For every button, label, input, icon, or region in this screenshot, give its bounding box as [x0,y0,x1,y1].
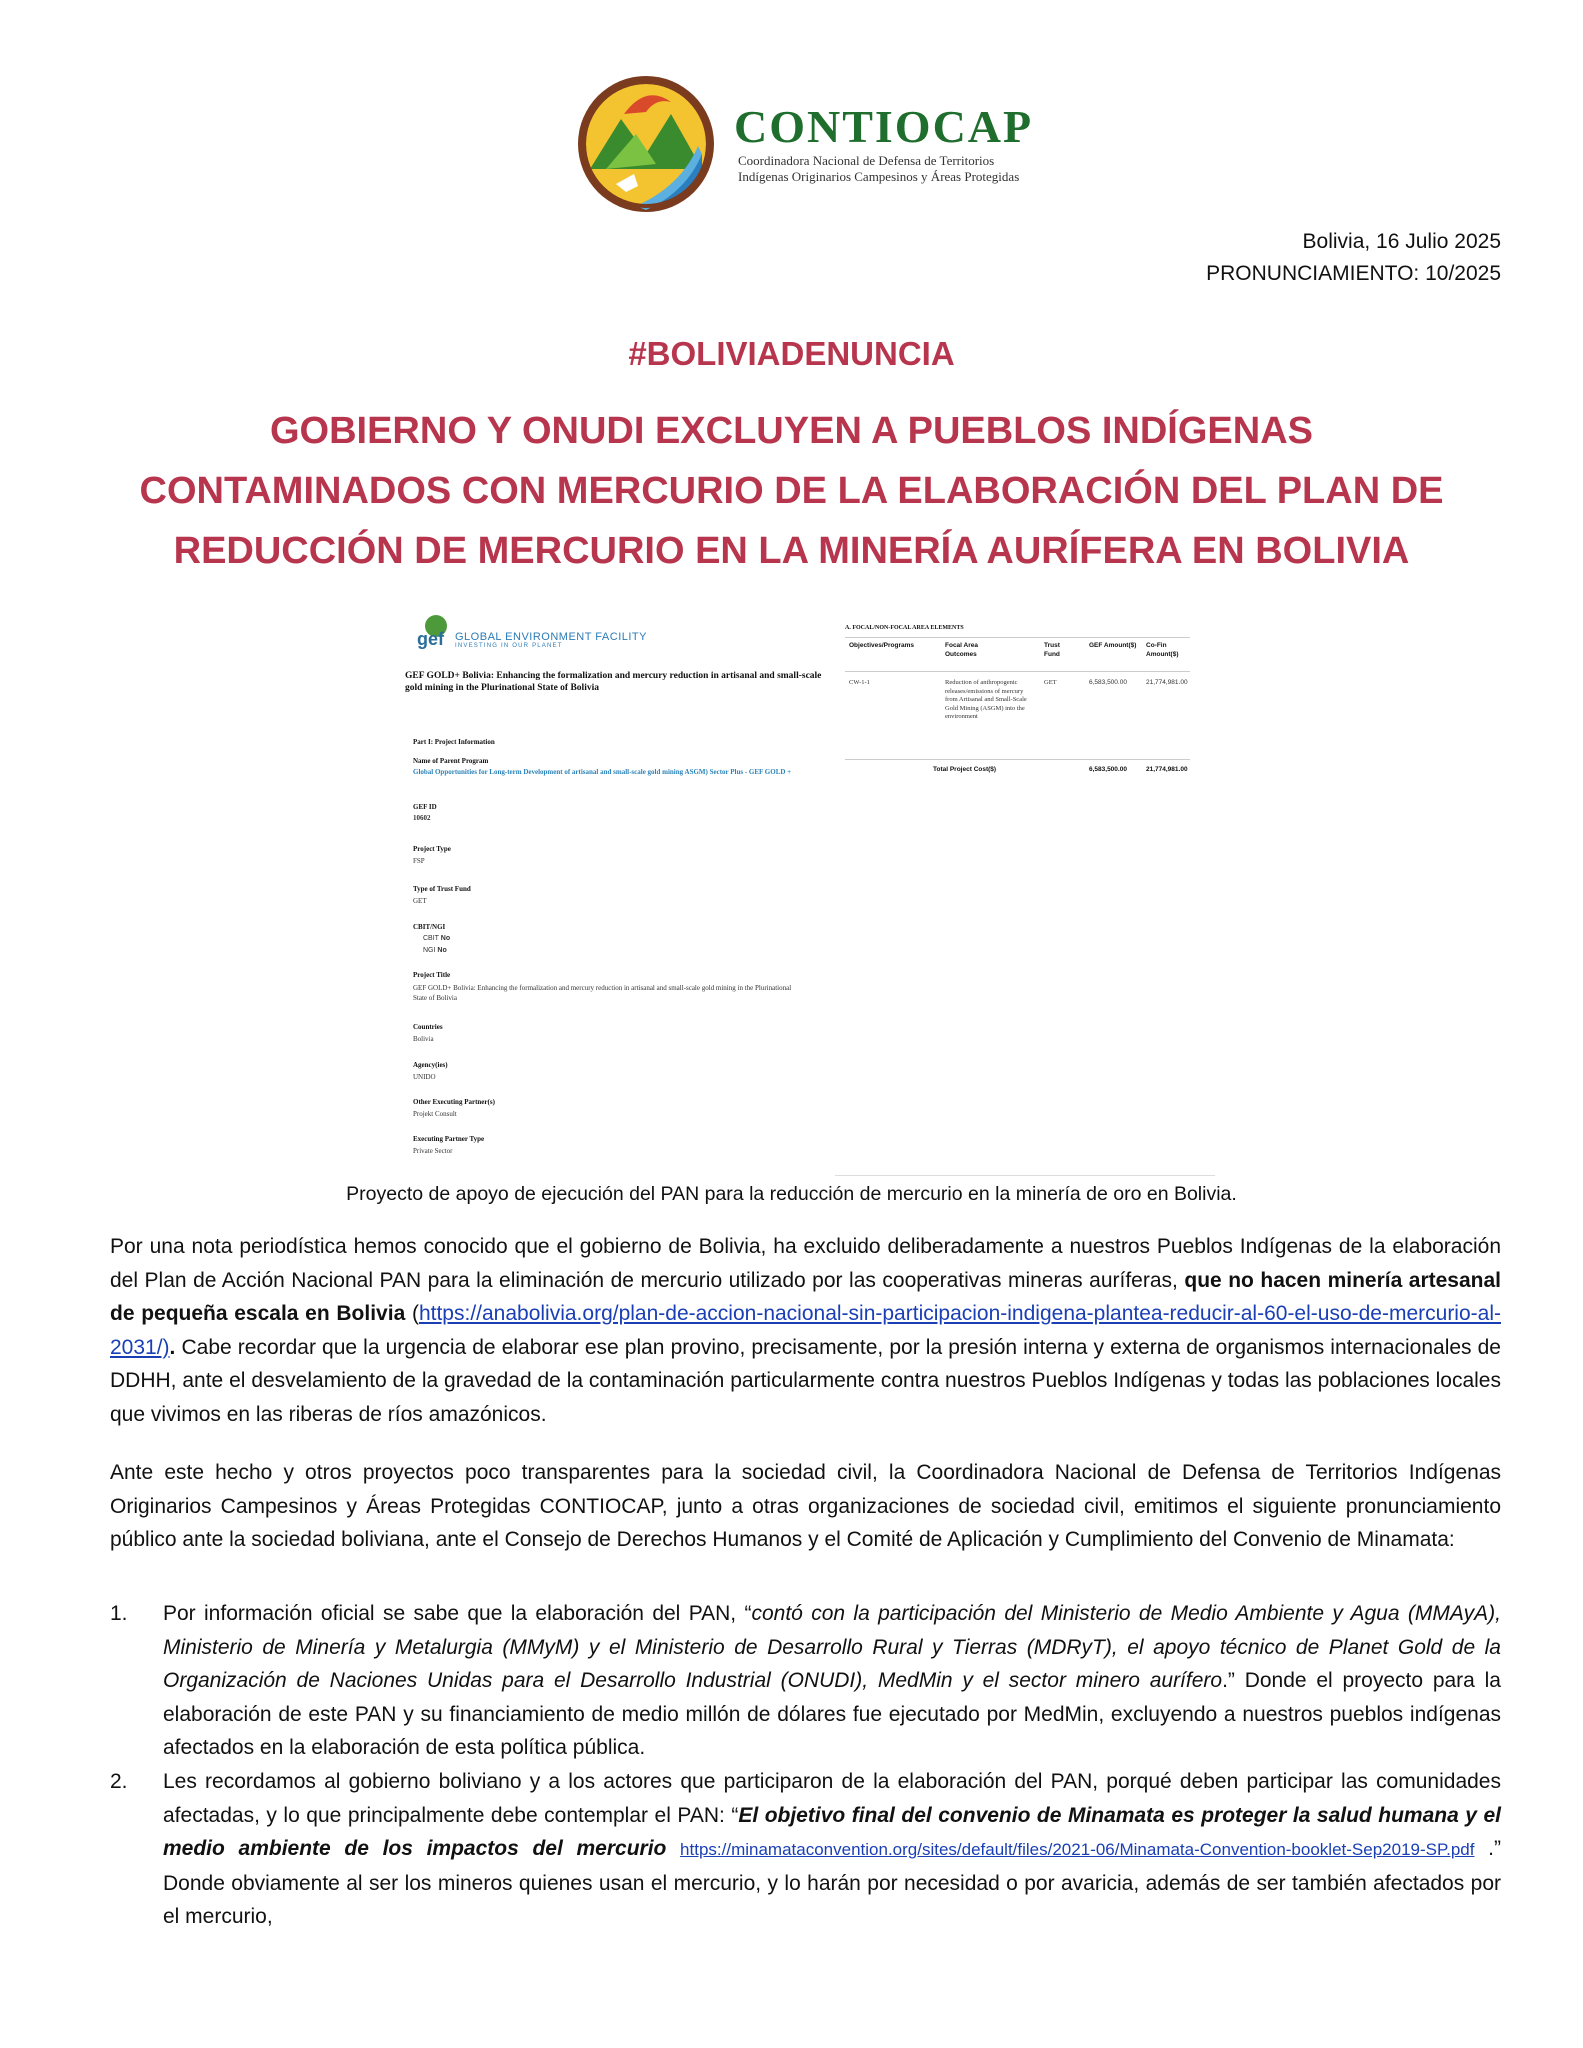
gef-name: GLOBAL ENVIRONMENT FACILITY [455,631,647,643]
col-trust-fund: Trust Fund [1044,642,1060,658]
agency-label: Agency(ies) [413,1061,448,1069]
list-1-text-a: Por información oficial se sabe que la elaboración del PAN, “ [163,1602,752,1625]
para-1-text-a: Por una nota periodística hemos conocido que el gobierno de Bolivia, ha excluido deliberadamente a nuestros Pueblos Indígenas de la elaboración del Plan de Acción Nacional PAN para la eliminación de mercurio utilizado por las cooperativas mineras auríferas, [110,1235,1501,1292]
cbit-value: No [440,935,451,942]
row-cofin-amount: 21,774,981.00 [1146,679,1188,686]
gef-project-title: GEF GOLD+ Bolivia: Enhancing the formalization and mercury reduction in artisanal and small-scale gold mining in the Plurinational State of Bolivia [405,671,822,693]
partner-type-value: Private Sector [413,1147,453,1155]
list-item-2 [163,1765,1501,1934]
list-2-bold-italic: El objetivo final del convenio de Minamata es proteger la salud humana y el medio ambiente de los impactos del mercurio [163,1803,1501,1860]
paragraph-1 [110,1230,1501,1431]
pronouncement-number: PRONUNCIAMIENTO: 10/2025 [1206,262,1501,285]
paragraph-2: Ante este hecho y otros proyectos poco transparentes para la sociedad civil, la Coordinadora Nacional de Defensa de Territorios Indígenas Originarios Campesinos y Áreas Protegidas CONTIOCAP, junto a otras organizaciones de sociedad civil, emitimos el siguiente pronunciamiento público ante la sociedad boliviana, ante el Consejo de Derechos Humanos y el Comité de Aplicación y Cumplimiento del Convenio de Minamata: [110,1461,1501,1551]
cbit-ngi-label: CBIT/NGI [413,923,446,931]
ngi-value: No [437,947,447,954]
para-1-bold-a: que no hacen minería artesanal de pequeña escala en Bolivia [110,1268,1501,1325]
col-objectives: Objectives/Programs [849,642,915,649]
total-label: Total Project Cost($) [933,766,997,773]
parent-program-label: Name of Parent Program [413,757,489,765]
table-rule [845,637,1190,638]
gef-project-info-panel [395,603,822,1175]
document-date: Bolivia, 16 Julio 2025 [1302,230,1501,253]
gef-document-screenshot [395,603,1215,1175]
gef-id-value: 10602 [413,814,431,822]
title-line-2: CONTAMINADOS CON MERCURIO DE LA ELABORACIÓN DEL PLAN DE [139,470,1444,512]
contiocap-logo-emblem [576,74,716,214]
org-subtitle-line-1: Coordinadora Nacional de Defensa de Territorios [738,153,995,168]
table-rule [845,671,1190,672]
trust-fund-value: GET [413,897,427,905]
org-subtitle-line-2: Indígenas Originarios Campesinos y Áreas Protegidas [738,169,1020,184]
row-trust-fund: GET [1044,679,1057,686]
list-1-text-b: .” Donde el proyecto para la elaboración de este PAN y su financiamiento de medio millón de dólares fue ejecutado por MedMin, excluyendo a nuestros pueblos indígenas afectados en la elaboración de esta política pública. [163,1669,1501,1759]
table-rule [845,759,1190,760]
list-1-italic: contó con la participación del Ministerio de Medio Ambiente y Agua (MMAyA), Ministerio de Minería y Metalurgia (MMyM) y el Ministerio de Desarrollo Rural y Tierras (MDRyT), el apoyo técnico de Planet Gold de la Organización de Naciones Unidas para el Desarrollo Industrial (ONUDI), MedMin y el sector minero aurífero [163,1602,1501,1692]
title-line-1: GOBIERNO Y ONUDI EXCLUYEN A PUEBLOS INDÍGENAS [269,410,1314,452]
col-focal-area: Focal Area Outcomes [945,642,978,658]
gef-focal-area-table [835,603,1215,1176]
countries-value: Bolivia [413,1035,434,1043]
hashtag-heading: #BOLIVIADENUNCIA [628,335,955,372]
part-label: Part I: Project Information [413,738,495,746]
title-line-3: REDUCCIÓN DE MERCURIO EN LA MINERÍA AURÍFERA EN BOLIVIA [173,530,1410,572]
other-partner-label: Other Executing Partner(s) [413,1098,495,1106]
image-caption: Proyecto de apoyo de ejecución del PAN para la reducción de mercurio en la minería de oro en Bolivia. [346,1183,1237,1205]
agency-value: UNIDO [413,1073,436,1081]
trust-fund-label: Type of Trust Fund [413,885,471,893]
para-1-text-c: Cabe recordar que la urgencia de elaborar ese plan provino, precisamente, por la presión interna y externa de organismos internacionales de DDHH, ante el desvelamiento de la gravedad de la contaminación particularmente contra nuestros Pueblos Indígenas y todas las poblaciones locales que vivimos en las riberas de ríos amazónicos. [110,1335,1501,1426]
list-2-text-a: Les recordamos al gobierno boliviano y a los actores que participaron de la elaboración del PAN, porqué deben participar las comunidades afectadas, y lo que principalmente debe contemplar el PAN: “ [163,1770,1501,1827]
anabolivia-link[interactable]: https://anabolivia.org/plan-de-accion-nacional-sin-participacion-indigena-plantea-reducir-al-60-el-uso-de-mercurio-al-2031/) [110,1302,1501,1359]
cbit-label: CBIT [423,935,439,942]
project-type-value: FSP [413,857,425,865]
proj-title-label: Project Title [413,971,451,979]
list-2-space [666,1837,680,1860]
col-cofin-amount: Co-Fin Amount($) [1146,642,1179,658]
row-objective: CW-1-1 [849,679,870,686]
row-gef-amount: 6,583,500.00 [1089,679,1127,686]
list-item-number-1: 1. [110,1602,128,1625]
gef-id-label: GEF ID [413,803,437,811]
countries-label: Countries [413,1023,443,1031]
proj-title-value: GEF GOLD+ Bolivia: Enhancing the formalization and mercury reduction in artisanal and small-scale gold mining in the Plurinational State of Bolivia [413,984,792,1002]
col-gef-amount: GEF Amount($) [1089,642,1137,649]
parent-program-value: Global Opportunities for Long-term Development of artisanal and small-scale gold mining ASGM) Sector Plus - GEF GOLD + [413,768,792,776]
minamata-link[interactable]: https://minamataconvention.org/sites/default/files/2021-06/Minamata-Convention-booklet-Sep2019-SP.pdf [680,1840,1475,1859]
gef-tagline: INVESTING IN OUR PLANET [455,643,563,649]
para-1-bold-b: . [169,1335,176,1359]
total-cofin: 21,774,981.00 [1146,766,1188,773]
table-heading: A. FOCAL/NON-FOCAL AREA ELEMENTS [845,625,964,631]
row-focal-outcome: Reduction of anthropogenic releases/emissions of mercury from Artisanal and Small-Scale Gold Mining (ASGM) into the environment [945,679,1027,720]
contiocap-logo [576,74,716,214]
project-type-label: Project Type [413,845,451,853]
org-name: CONTIOCAP [734,101,1034,152]
list-item-number-2: 2. [110,1770,128,1793]
para-1-text-b: ( [405,1302,419,1325]
other-partner-value: Projekt Consult [413,1110,457,1118]
partner-type-label: Executing Partner Type [413,1135,485,1143]
list-2-text-b: .” Donde obviamente al ser los mineros quienes usan el mercurio, y lo harán por necesidad o por avaricia, además de ser también afectados por el mercurio, [163,1837,1501,1928]
gef-logo-text: gef [417,629,444,649]
ngi-label: NGI [423,947,436,954]
list-item-1 [163,1597,1501,1765]
total-gef: 6,583,500.00 [1089,766,1127,773]
